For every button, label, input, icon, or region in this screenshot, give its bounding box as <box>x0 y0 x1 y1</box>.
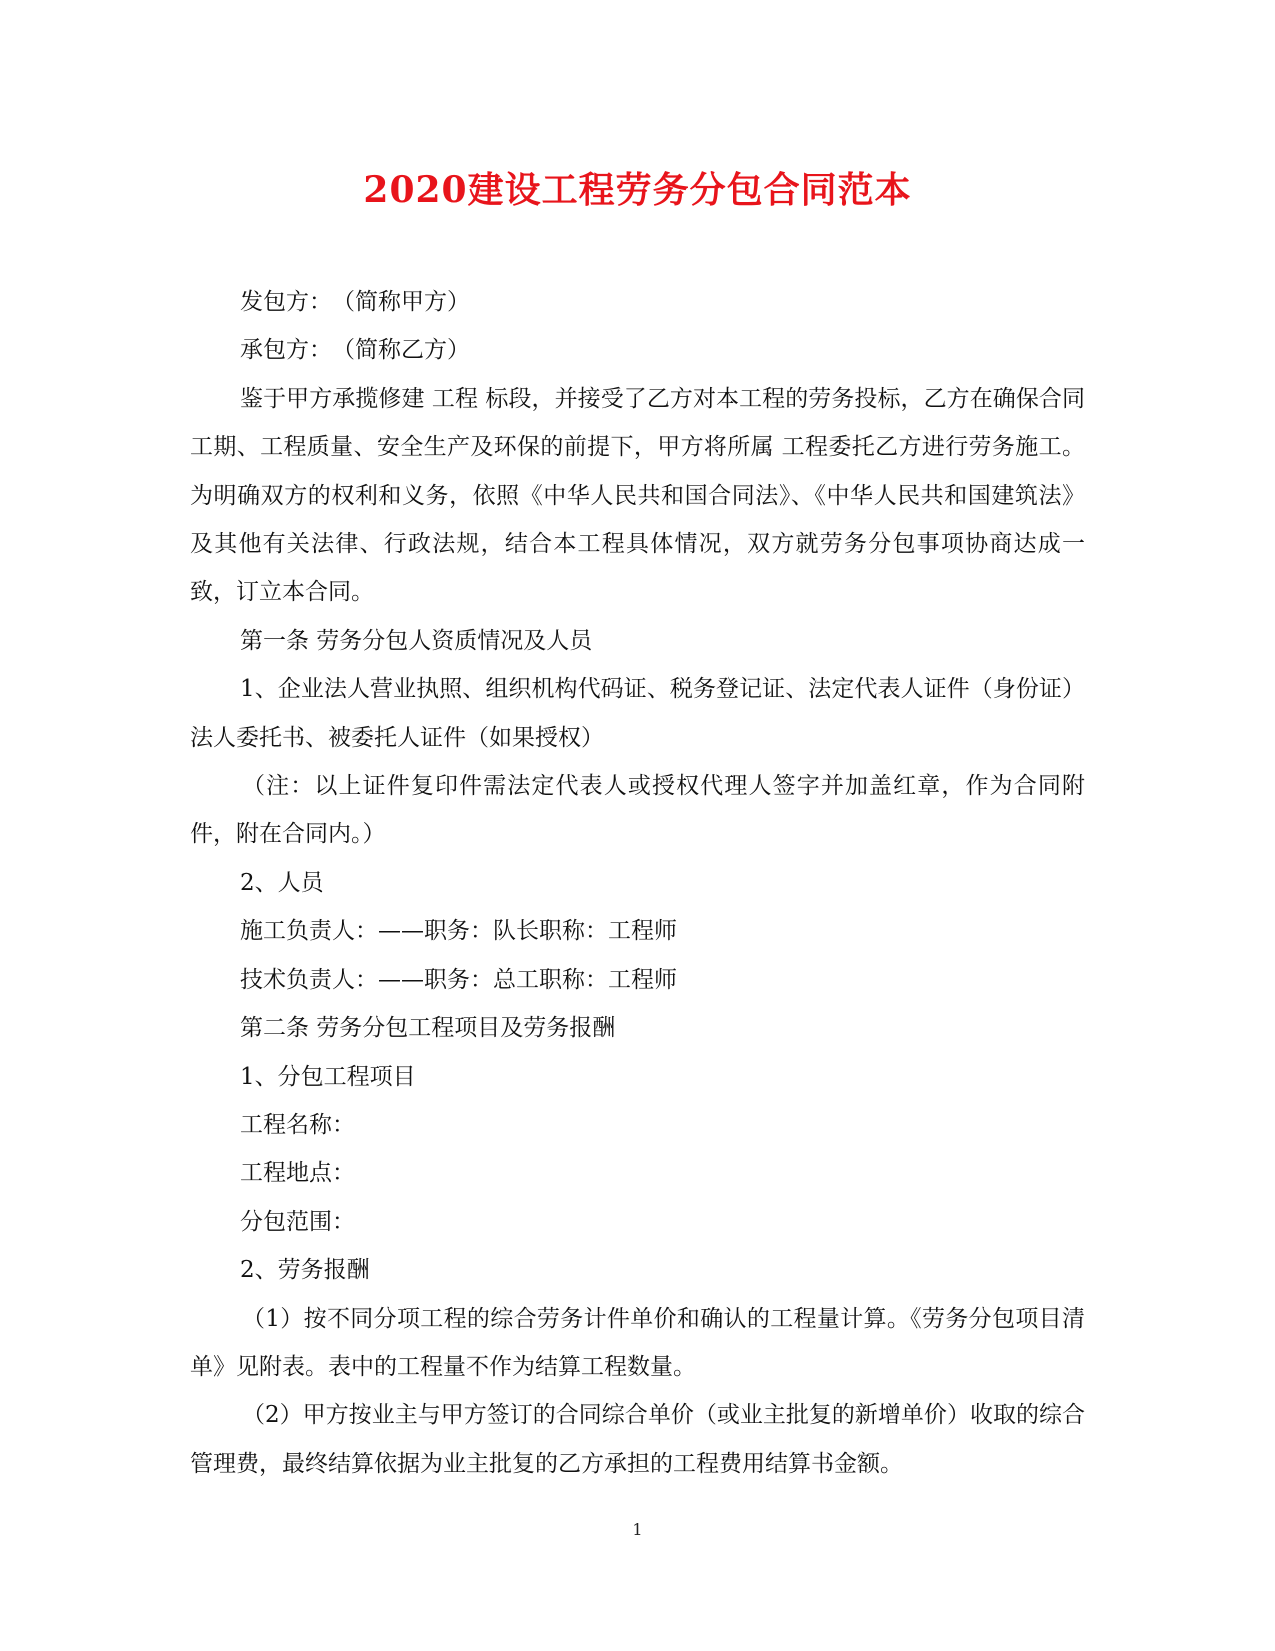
page-number: 1 <box>632 1520 643 1539</box>
document-body <box>190 278 1085 1488</box>
paragraph-preamble: 鉴于甲方承揽修建 工程 标段，并接受了乙方对本工程的劳务投标，乙方在确保合同工期、工程质量、安全生产及环保的前提下，甲方将所属 工程委托乙方进行劳务施工。为明确双方的权利和义务，依照《中华人民共和国合同法》、《中华人民共和国建筑法》及其他有关法律、行政法规，结合本工程具体情况，双方就劳务分包事项协商达成一致，订立本合同。 <box>190 385 1085 606</box>
article-2-heading: 第二条 劳务分包工程项目及劳务报酬 <box>240 1015 616 1042</box>
paragraph-subcontract-project: 1、分包工程项目 <box>240 1063 416 1090</box>
paragraph-project-name: 工程名称： <box>240 1111 355 1138</box>
paragraph-remuneration-heading: 2、劳务报酬 <box>240 1257 370 1284</box>
paragraph-remuneration-2: （2）甲方按业主与甲方签订的合同综合单价（或业主批复的新增单价）收取的综合管理费，最终结算依据为业主批复的乙方承担的工程费用结算书金额。 <box>190 1402 1085 1477</box>
paragraph-personnel-heading: 2、人员 <box>240 869 324 896</box>
article-1-heading: 第一条 劳务分包人资质情况及人员 <box>240 627 593 654</box>
document-title: 2020建设工程劳务分包合同范本 <box>363 169 912 211</box>
paragraph-project-location: 工程地点： <box>240 1160 355 1187</box>
paragraph-contractor: 承包方： （简称乙方） <box>240 337 470 364</box>
paragraph-construction-lead: 施工负责人：——职务：队长职称：工程师 <box>240 918 677 945</box>
paragraph-technical-lead: 技术负责人：——职务：总工职称：工程师 <box>240 966 677 993</box>
paragraph-remuneration-1: （1）按不同分项工程的综合劳务计件单价和确认的工程量计算。《劳务分包项目清单》见附表。表中的工程量不作为结算工程数量。 <box>190 1305 1085 1380</box>
paragraph-qualifications: 1、企业法人营业执照、组织机构代码证、税务登记证、法定代表人证件（身份证）法人委托书、被委托人证件（如果授权） <box>190 676 1085 751</box>
paragraph-note: （注：以上证件复印件需法定代表人或授权代理人签字并加盖红章，作为合同附件，附在合同内。） <box>190 773 1085 848</box>
paragraph-subcontract-scope: 分包范围： <box>240 1208 355 1235</box>
paragraph-employer: 发包方： （简称甲方） <box>240 289 470 315</box>
